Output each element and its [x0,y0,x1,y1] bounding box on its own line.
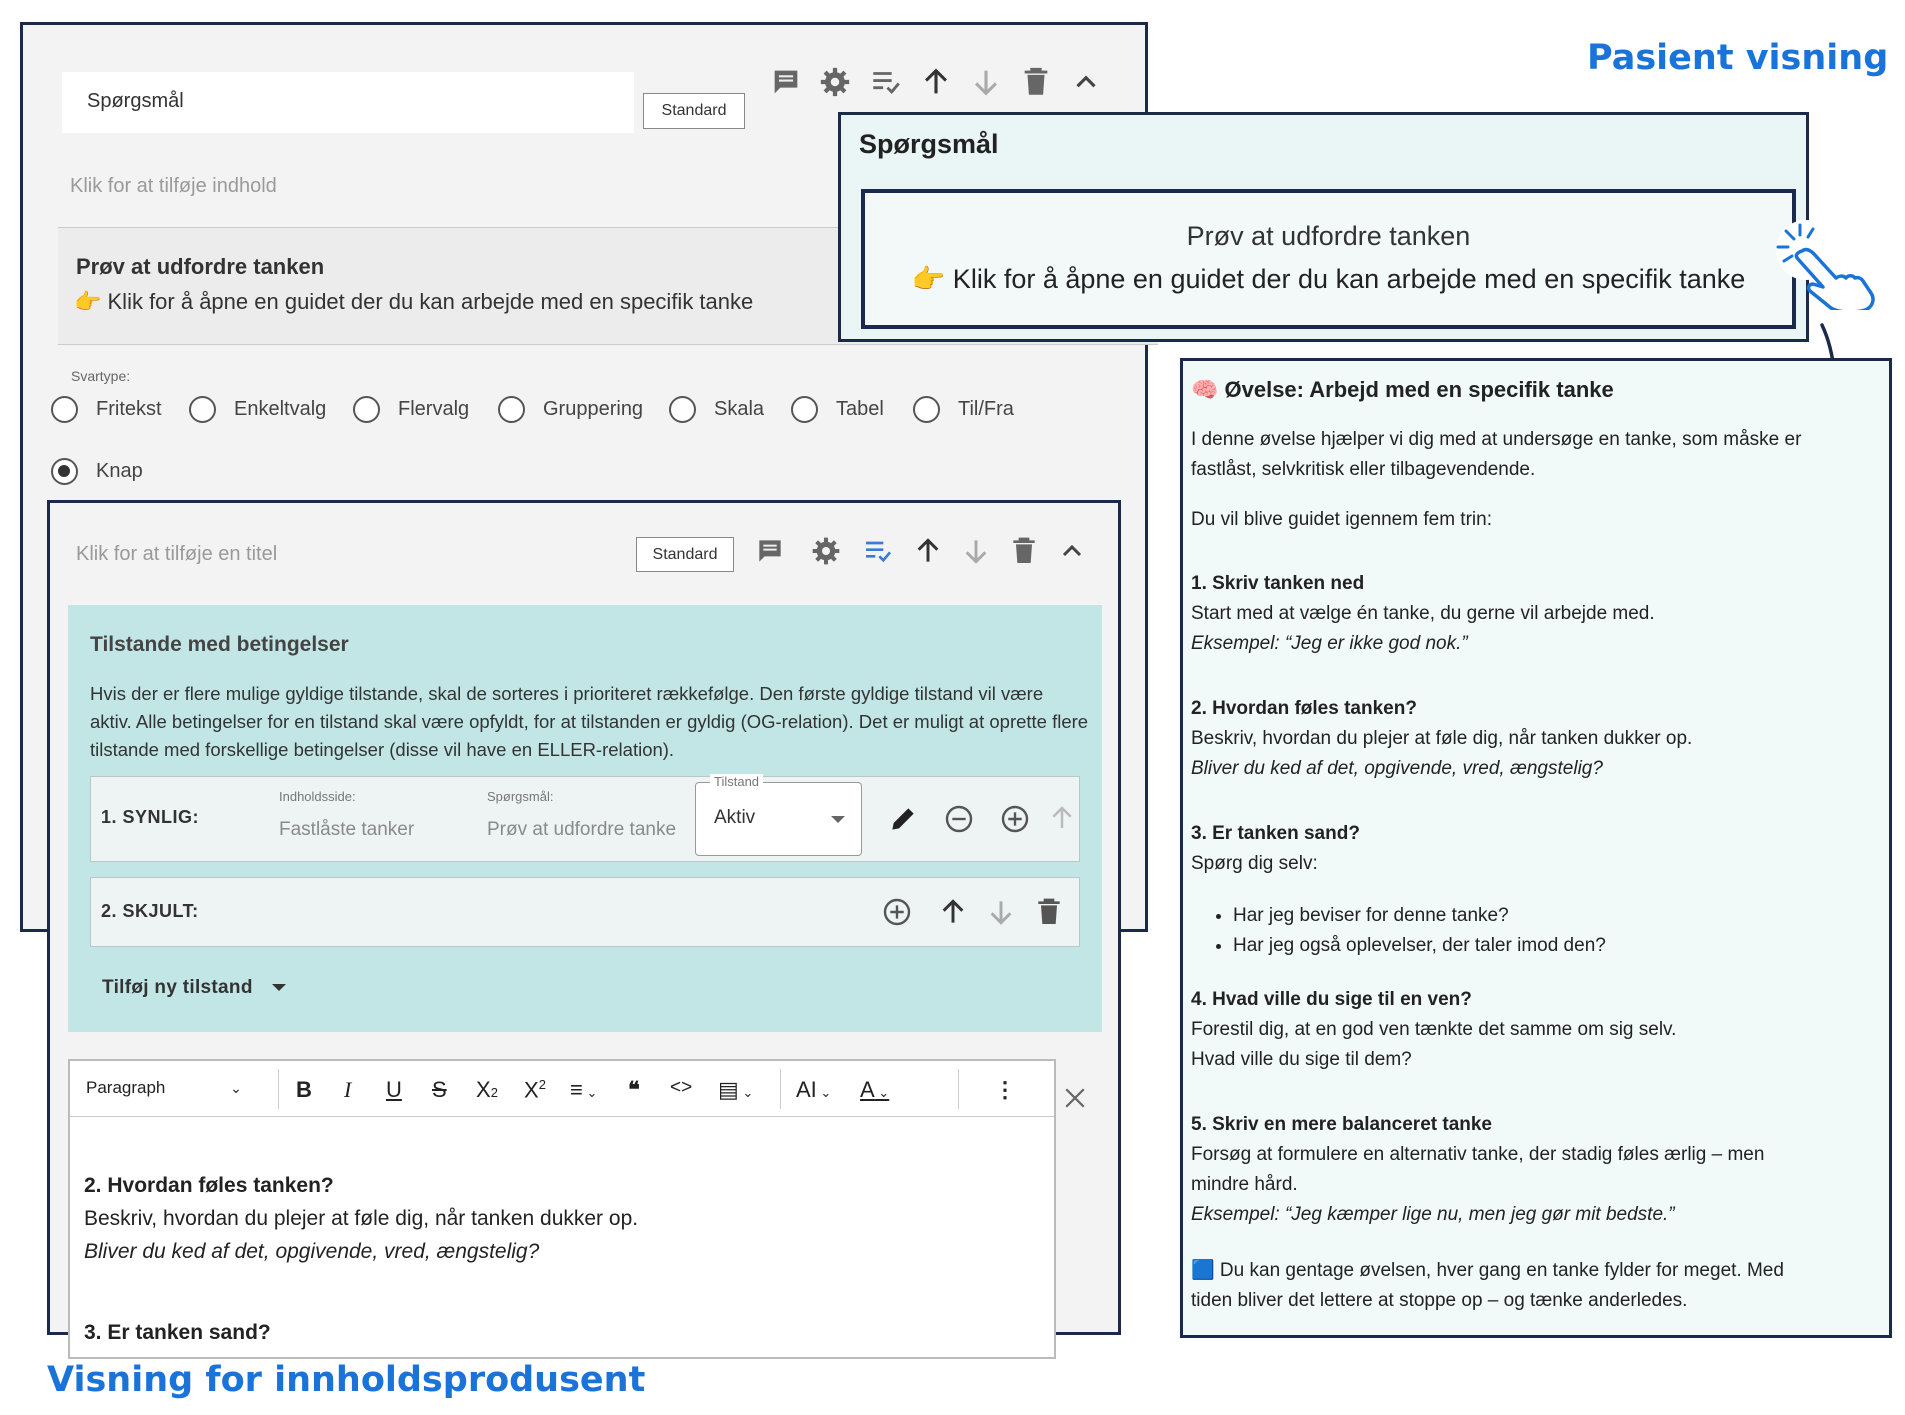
comment-icon[interactable] [769,65,803,99]
step-title: 1. Skriv tanken ned [1191,573,1365,594]
rte-heading: 3. Er tanken sand? [84,1321,271,1344]
step-title: 5. Skriv en mere balanceret tanke [1191,1114,1492,1135]
step-title: 2. Hvordan føles tanken? [1191,698,1417,719]
answer-type-knap-radio[interactable] [51,458,143,485]
answer-type-label: Svartype: [71,368,131,384]
move-up-arrow-icon[interactable] [937,896,969,928]
radio-circle [791,396,818,423]
answer-type-gruppering-radio[interactable] [498,396,643,423]
toolbar-divider [958,1069,959,1109]
delete-trash-icon[interactable] [1033,896,1065,928]
question-label: Spørgsmål: [487,789,554,804]
step-title: 4. Hvad ville du sige til en ven? [1191,989,1472,1010]
radio-circle [498,396,525,423]
block-format-value: Paragraph [86,1078,166,1097]
content-page-label: Indholdsside: [279,789,356,804]
add-circle-icon[interactable] [999,803,1031,835]
exercise-outro: tiden bliver det lettere at stoppe op – og tænke anderledes. [1191,1290,1688,1311]
answer-type-tabel-radio[interactable] [791,396,884,423]
delete-trash-icon[interactable] [1019,65,1053,99]
hand-click-icon [1758,215,1880,310]
radio-circle [51,396,78,423]
patient-question-label: Spørgsmål [859,129,999,159]
move-up-arrow-icon[interactable] [1047,803,1077,833]
step-text: mindre hård. [1191,1174,1298,1195]
standard-style-button[interactable]: Standard [643,93,745,129]
patient-view-caption: Pasient visning [1587,38,1889,78]
patient-button-title: Prøv at udfordre tanken [1186,221,1471,251]
rte-line-italic: Bliver du ked af det, opgivende, vred, ængstelig? [84,1240,540,1263]
settings-gear-icon[interactable] [810,535,842,567]
step-example: Eksempel: “Jeg kæmper lige nu, men jeg gør mit bedste.” [1191,1204,1675,1225]
step-text: Beskriv, hvordan du plejer at føle dig, når tanken dukker op. [1191,728,1693,749]
conditions-title: Tilstande med betingelser [90,633,349,656]
move-up-arrow-icon[interactable] [919,65,953,99]
checklist-icon[interactable] [869,65,903,99]
radio-label: Tabel [836,398,884,420]
radio-label: Til/Fra [958,398,1014,420]
exercise-intro: Du vil blive guidet igennem fem trin: [1191,509,1492,530]
font-size-icon[interactable]: AI ⌄ [796,1077,832,1102]
producer-view-caption: Visning for innholdsprodusent [47,1360,646,1400]
move-down-arrow-icon[interactable] [985,896,1017,928]
block-format-select[interactable] [86,1078,242,1098]
radio-label: Knap [96,460,143,482]
state-name: 1. SYNLIG: [101,807,200,827]
more-options-icon[interactable]: ⋮ [994,1077,1016,1102]
question-value: Prøv at udfordre tanke [487,819,677,840]
exercise-content-panel [1180,358,1892,1338]
answer-type-enkeltvalg-radio[interactable] [189,396,326,423]
step-example: Bliver du ked af det, opgivende, vred, ængstelig? [1191,758,1603,779]
checklist-icon[interactable] [862,535,894,567]
patient-question-card [838,112,1809,342]
move-down-arrow-icon[interactable] [960,535,992,567]
step-bullet-list [1191,901,1606,961]
add-state-dropdown[interactable] [102,977,286,999]
step-example: Eksempel: “Jeg er ikke god nok.” [1191,633,1468,654]
edit-pencil-icon[interactable] [887,803,919,835]
radio-circle [669,396,696,423]
conditions-box [68,605,1102,1032]
blockquote-icon[interactable]: ❝ [628,1077,640,1102]
source-code-icon[interactable]: ▤ ⌄ [718,1077,754,1102]
strikethrough-icon[interactable]: S [432,1077,447,1102]
rte-heading: 2. Hvordan føles tanken? [84,1174,334,1197]
add-state-label: Tilføj ny tilstand [102,977,253,998]
button-title: Prøv at udfordre tanken [76,254,325,279]
step-text: Forestil dig, at en god ven tænkte det samme om sig selv. [1191,1019,1677,1040]
radio-label: Fritekst [96,398,162,420]
content-page-value: Fastlåste tanker [279,819,415,840]
exercise-intro: fastlåst, selvkritisk eller tilbagevendende. [1191,459,1536,480]
move-up-arrow-icon[interactable] [912,535,944,567]
underline-icon[interactable]: U [386,1077,402,1102]
radio-label: Flervalg [398,398,470,420]
answer-type-skala-radio[interactable] [669,396,764,423]
standard-style-button[interactable]: Standard [636,537,734,572]
conditional-states-panel [47,500,1121,1344]
radio-label: Enkeltvalg [234,398,327,420]
step-text: Forsøg at formulere en alternativ tanke, der stadig føles ærlig – men [1191,1144,1765,1165]
exercise-intro: I denne øvelse hjælper vi dig med at undersøge en tanke, som måske er [1191,429,1802,450]
comment-icon[interactable] [754,535,786,567]
add-content-placeholder[interactable]: Klik for at tilføje indhold [70,175,277,197]
add-circle-icon[interactable] [881,896,913,928]
close-icon[interactable] [1060,1083,1090,1113]
rte-line: Beskriv, hvordan du plejer at føle dig, når tanken dukker op. [84,1207,639,1230]
toolbar-divider [780,1069,781,1109]
exercise-outro: 🟦 Du kan gentage øvelsen, hver gang en tanke fylder for meget. Med [1191,1260,1784,1281]
answer-type-tilfra-radio[interactable] [913,396,1014,423]
radio-circle-selected [51,458,78,485]
list-item: • Har jeg også oplevelser, der taler imod den? [1233,931,1606,961]
radio-circle [189,396,216,423]
list-item: • Har jeg beviser for denne tanke? [1233,901,1606,931]
exercise-title: 🧠 Øvelse: Arbejd med en specifik tanke [1191,377,1614,402]
conditions-description: Hvis der er flere mulige gyldige tilstande, skal de sorteres i prioriteret rækkefølge. Den første gyldige tilstand vil være aktiv. Alle betingelser for en tilstand skal være opfyldt, for at tilstanden er gyldig (OG-relation). Det er muligt at oprette flere tilstande med forskellige betingelser (disse vil have en ELLER-relation). [90,683,1089,760]
remove-circle-icon[interactable] [943,803,975,835]
bold-icon[interactable]: B [296,1077,312,1102]
patient-guide-button[interactable] [861,189,1796,329]
state-name: 2. SKJULT: [101,901,199,921]
rte-toolbar [70,1061,1054,1117]
collapse-chevron-up-icon[interactable] [1069,65,1103,99]
answer-type-fritekst-radio[interactable] [51,396,162,423]
title-placeholder[interactable]: Klik for at tilføje en titel [76,543,278,565]
chevron-down-icon: ⌄ [230,1080,242,1096]
state-row-hidden [90,877,1080,947]
step-text: Spørg dig selv: [1191,853,1318,874]
state-select-value: Aktiv [714,807,756,828]
rich-text-editor[interactable] [68,1059,1056,1359]
radio-circle [353,396,380,423]
dropdown-arrow-icon [272,984,286,991]
state-select-label: Tilstand [710,774,763,789]
radio-label: Gruppering [543,398,644,420]
rte-content[interactable] [84,1169,638,1349]
question-title-input[interactable]: Spørgsmål [62,72,634,133]
text-color-icon[interactable]: A ⌄ [860,1077,890,1102]
state-select[interactable] [695,774,862,856]
step-title: 3. Er tanken sand? [1191,823,1360,844]
move-down-arrow-icon[interactable] [969,65,1003,99]
subscript-icon[interactable]: X2 [476,1077,498,1102]
state-row-visible [90,776,1080,862]
button-description: 👉 Klik for å åpne en guidet der du kan arbejde med en specifik tanke [74,289,754,314]
patient-button-description: 👉 Klik for å åpne en guidet der du kan arbejde med en specifik tanke [911,264,1746,294]
align-icon[interactable]: ≡ ⌄ [570,1077,598,1102]
dropdown-arrow-icon [831,816,845,823]
radio-label: Skala [714,398,765,420]
step-text: Hvad ville du sige til dem? [1191,1049,1412,1070]
italic-icon[interactable]: I [344,1077,352,1102]
radio-circle [913,396,940,423]
collapse-chevron-up-icon[interactable] [1056,535,1088,567]
settings-gear-icon[interactable] [818,65,852,99]
superscript-icon[interactable]: $X^2$ [524,1077,546,1103]
toolbar-divider [278,1069,279,1109]
step-text: Start med at vælge én tanke, du gerne vil arbejde med. [1191,603,1655,624]
code-icon[interactable]: <> [670,1077,693,1098]
delete-trash-icon[interactable] [1008,535,1040,567]
answer-type-flervalg-radio[interactable] [353,396,469,423]
